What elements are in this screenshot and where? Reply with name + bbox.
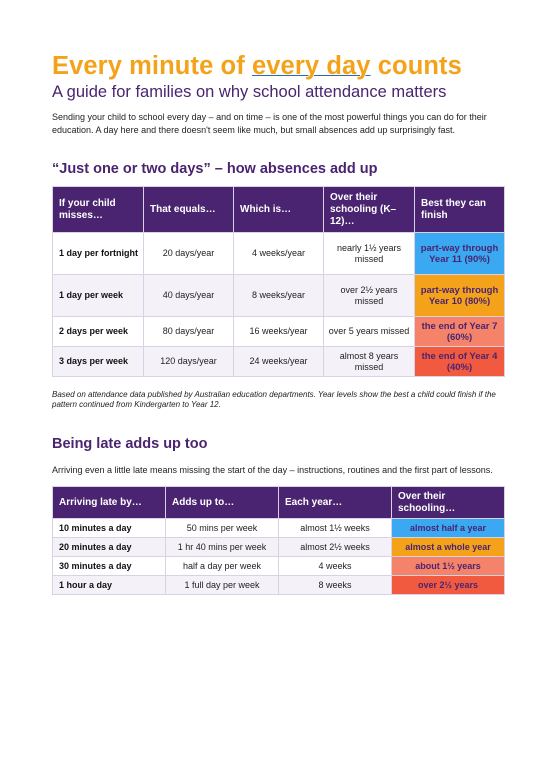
table-row [53,519,505,538]
absences-header-row [53,187,505,233]
cell-misses: 2 days per week [53,317,144,347]
title-emphasis: every day [251,52,371,80]
table-row [53,557,505,576]
absences-table [52,186,505,377]
document-page [52,52,504,595]
table-row [53,576,505,595]
cell-finish: part-way through Year 11 (90%) [415,233,505,275]
cell-over: almost 8 years missed [324,347,415,377]
table-row [53,317,505,347]
lateness-heading: Being late adds up too [52,436,208,452]
title-part: Every minute of [52,52,252,80]
cell-adds: 50 mins per week [166,519,279,538]
cell-adds: 1 full day per week [166,576,279,595]
cell-year: almost 2½ weeks [279,538,392,557]
cell-misses: 3 days per week [53,347,144,377]
cell-equals: 20 days/year [144,233,234,275]
cell-over-schooling: over 2½ years [392,576,505,595]
cell-which: 24 weeks/year [234,347,324,377]
table-row [53,347,505,377]
cell-adds: half a day per week [166,557,279,576]
cell-over: nearly 1½ years missed [324,233,415,275]
absences-heading: “Just one or two days” – how absences add up [52,161,378,177]
header-year: Each year… [279,487,392,519]
cell-year: almost 1½ weeks [279,519,392,538]
cell-which: 8 weeks/year [234,275,324,317]
cell-which: 4 weeks/year [234,233,324,275]
cell-over-schooling: almost a whole year [392,538,505,557]
table-row [53,538,505,557]
cell-late: 20 minutes a day [53,538,166,557]
cell-over-schooling: almost half a year [392,519,505,538]
table-row [53,233,505,275]
cell-which: 16 weeks/year [234,317,324,347]
header-equals: That equals… [144,187,234,233]
table-row [53,275,505,317]
cell-late: 10 minutes a day [53,519,166,538]
cell-year: 4 weeks [279,557,392,576]
header-over: Over their schooling (K–12)… [324,187,415,233]
lateness-intro: Arriving even a little late means missing the start of the day – instructions, routines and the first part of lessons. [52,465,493,475]
cell-adds: 1 hr 40 mins per week [166,538,279,557]
page-title [52,52,504,80]
lateness-header-row [53,487,505,519]
lateness-table [52,486,505,595]
intro-paragraph: Sending your child to school every day – and on time – is one of the most powerful things you can do for their education. A day here and there doesn't seem like much, but small absences add up surprisingly fast. [52,112,487,135]
page-subtitle: A guide for families on why school attendance matters [52,83,447,101]
cell-year: 8 weeks [279,576,392,595]
cell-equals: 40 days/year [144,275,234,317]
header-misses: If your child misses… [53,187,144,233]
cell-late: 30 minutes a day [53,557,166,576]
cell-finish: the end of Year 7 (60%) [415,317,505,347]
title-part: counts [370,52,462,80]
header-adds: Adds up to… [166,487,279,519]
cell-over-schooling: about 1½ years [392,557,505,576]
cell-over: over 5 years missed [324,317,415,347]
cell-misses: 1 day per fortnight [53,233,144,275]
cell-finish: the end of Year 4 (40%) [415,347,505,377]
header-finish: Best they can finish [415,187,505,233]
cell-late: 1 hour a day [53,576,166,595]
header-over-schooling: Over their schooling… [392,487,505,519]
header-which: Which is… [234,187,324,233]
header-late: Arriving late by… [53,487,166,519]
cell-finish: part-way through Year 10 (80%) [415,275,505,317]
cell-equals: 120 days/year [144,347,234,377]
cell-over: over 2½ years missed [324,275,415,317]
data-source-note: Based on attendance data published by Australian education departments. Year levels show the best a child could finish if the pattern continued from Kindergarten to Year 12. [52,390,496,409]
cell-equals: 80 days/year [144,317,234,347]
cell-misses: 1 day per week [53,275,144,317]
